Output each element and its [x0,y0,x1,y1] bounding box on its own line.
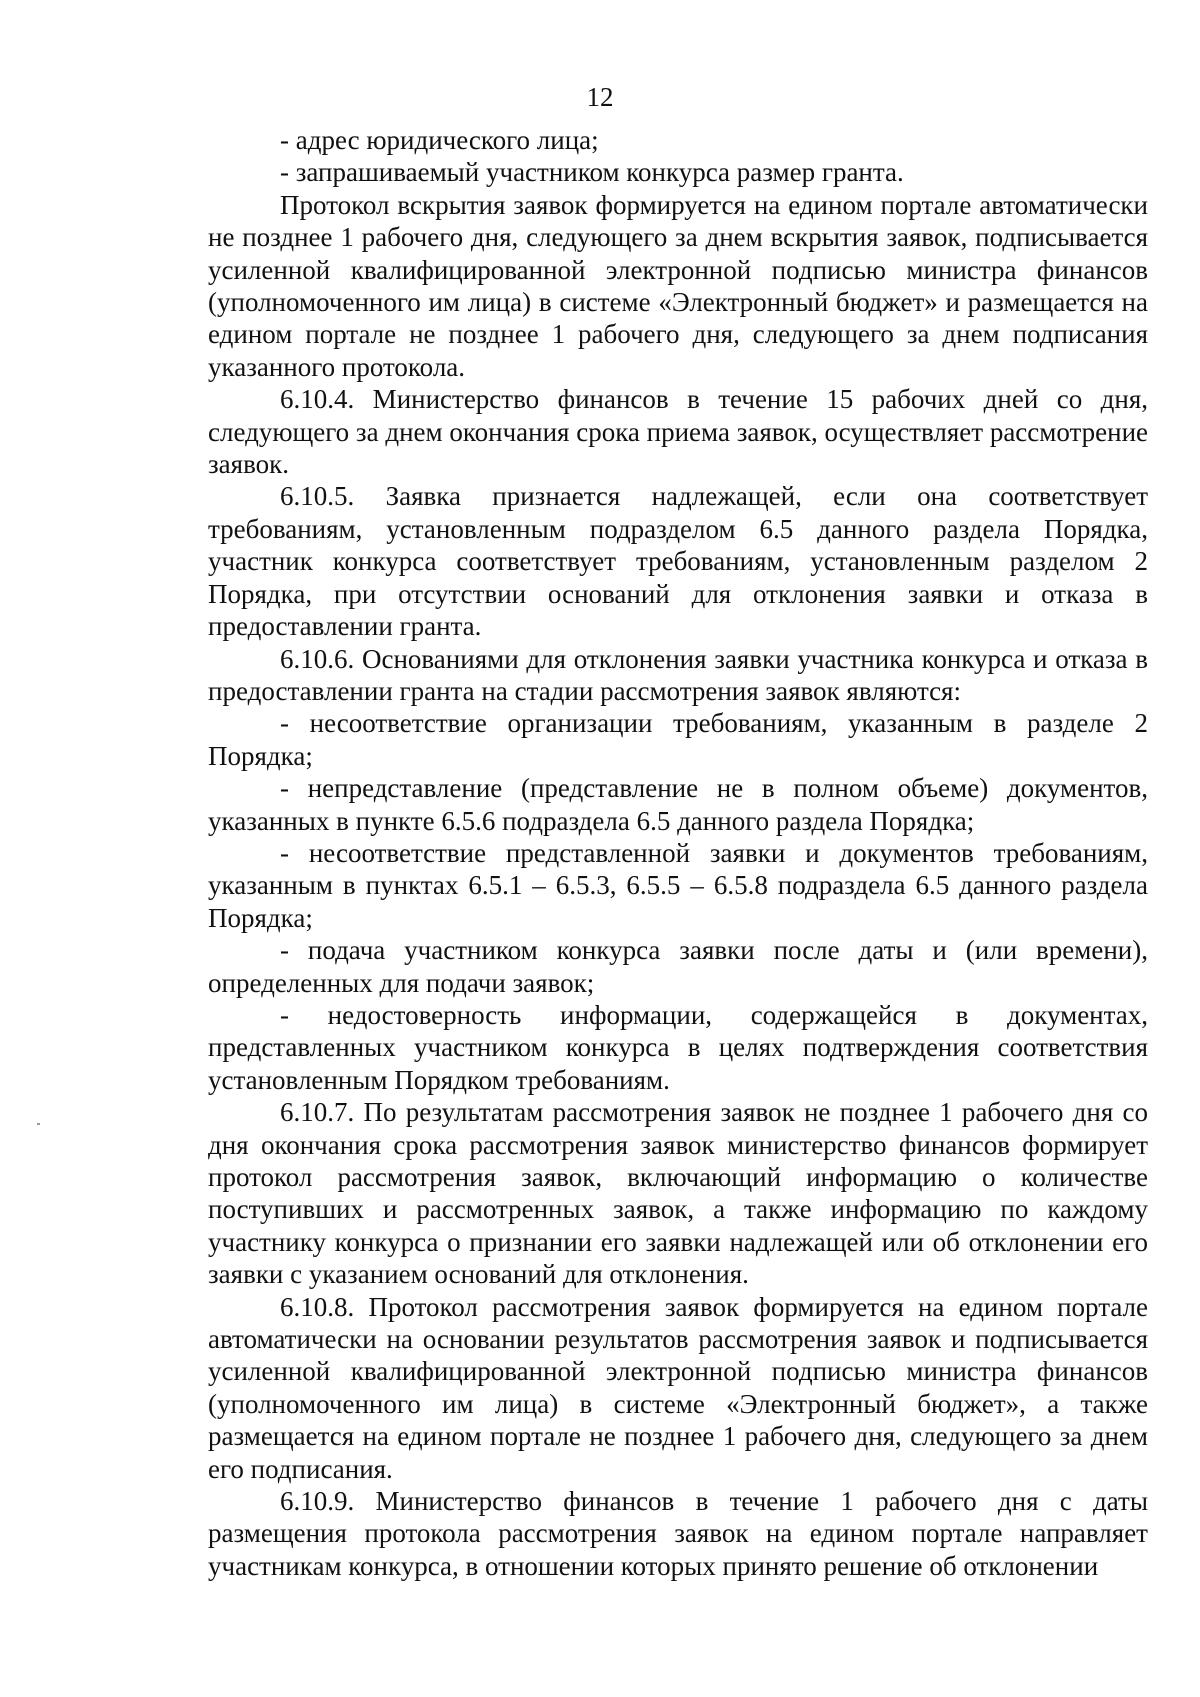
list-item-nonconformity: - несоответствие организации требованиям, указанным в разделе 2 Порядка; [208,708,1148,771]
paragraph-6-10-8: 6.10.8. Протокол рассмотрения заявок формируется на едином портале автоматически на основании результатов рассмотрения заявок и подписывается усиленной квалифицированной электронной подписью министра финансов (уполномоченного им лица) в системе «Электронный бюджет», а также размещается на едином портале не позднее 1 рабочего дня, следующего за днем его подписания. [208,1291,1148,1484]
paragraph-6-10-5: 6.10.5. Заявка признается надлежащей, если она соответствует требованиям, установленным подразделом 6.5 данного раздела Порядка, участник конкурса соответствует требованиям, установленным разделом 2 Порядка, при отсутствии оснований для отклонения заявки и отказа в предоставлении гранта. [208,481,1148,642]
paragraph-opening-protocol: Протокол вскрытия заявок формируется на едином портале автоматически не позднее 1 рабочего дня, следующего за днем вскрытия заявок, подписывается усиленной квалифицированной электронной подписью министра финансов (уполномоченного им лица) в системе «Электронный бюджет» и размещается на едином портале не позднее 1 рабочего дня, следующего за днем подписания указанного протокола. [208,189,1148,382]
paragraph-6-10-7: 6.10.7. По результатам рассмотрения заявок не позднее 1 рабочего дня со дня окончания срока рассмотрения заявок министерство финансов формирует протокол рассмотрения заявок, включающий информацию о количестве поступивших и рассмотренных заявок, а также информацию по каждому участнику конкурса о признании его заявки надлежащей или об отклонении его заявки с указанием оснований для отклонения. [208,1097,1148,1290]
paragraph-legal-address: - адрес юридического лица; [280,125,599,155]
paragraph-6-10-6: 6.10.6. Основаниями для отклонения заявки участника конкурса и отказа в предоставлении гранта на стадии рассмотрения заявок являются: [208,643,1148,706]
list-item-document-mismatch: - несоответствие представленной заявки и документов требованиям, указанным в пунктах 6.5.1 – 6.5.3, 6.5.5 – 6.5.8 подраздела 6.5 данного раздела Порядка; [208,837,1148,933]
paragraph-6-10-4: 6.10.4. Министерство финансов в течение 15 рабочих дней со дня, следующего за днем окончания срока приема заявок, осуществляет рассмотрение заявок. [208,384,1148,480]
document-body [208,124,1148,1582]
list-item-missing-documents: - непредставление (представление не в полном объеме) документов, указанных в пункте 6.5.6 подраздела 6.5 данного раздела Порядка; [208,773,1148,836]
list-item-unreliable-information: - недостоверность информации, содержащейся в документах, представленных участником конкурса в целях подтверждения соответствия установленным Порядком требованиям. [208,999,1148,1095]
paragraph-6-10-9: 6.10.9. Министерство финансов в течение 1 рабочего дня с даты размещения протокола рассмотрения заявок на едином портале направляет участникам конкурса, в отношении которых принято решение об отклонении [208,1486,1148,1581]
list-item-late-submission: - подача участником конкурса заявки после даты и (или времени), определенных для подачи заявок; [208,935,1148,998]
page-number: 12 [586,82,614,112]
scan-artifact [37,1123,40,1125]
paragraph-grant-size: - запрашиваемый участником конкурса размер гранта. [280,157,904,188]
